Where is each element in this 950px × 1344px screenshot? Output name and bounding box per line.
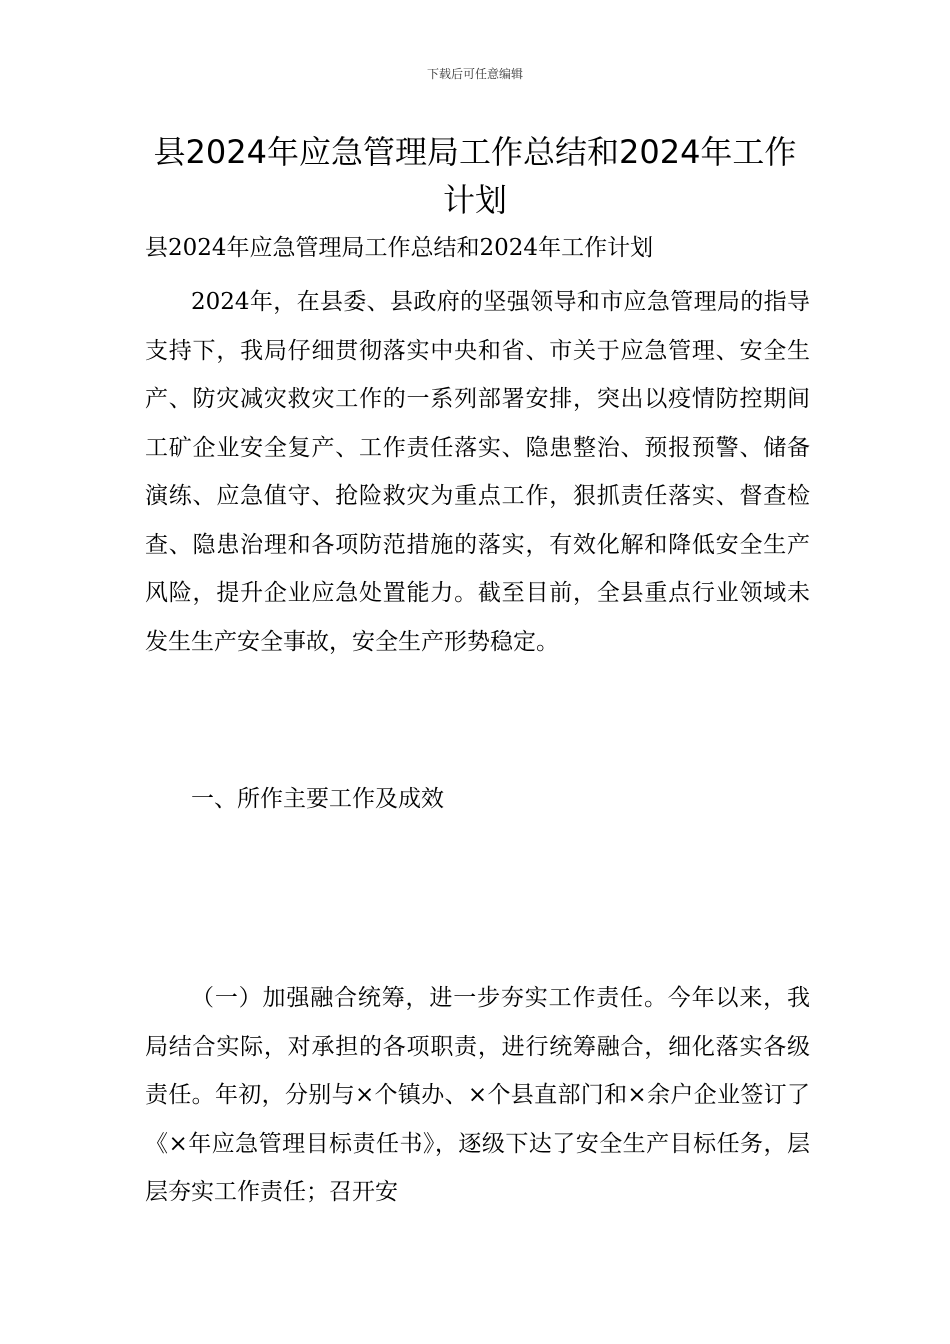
document-title: 县2024年应急管理局工作总结和2024年工作计划: [153, 133, 797, 219]
paragraph-intro: 2024年，在县委、县政府的坚强领导和市应急管理局的指导支持下，我局仔细贯彻落实中央和省、市关于应急管理、安全生产、防灾减灾救灾工作的一系列部署安排，突出以疫情防控期间工矿企业安全复产、工作责任落实、隐患整治、预报预警、储备演练、应急值守、抢险救灾为重点工作，狠抓责任落实、督查检查、隐患治理和各项防范措施的落实，有效化解和降低安全生产风险，提升企业应急处置能力。截至目前，全县重点行业领域未发生生产安全事故，安全生产形势稳定。: [145, 289, 810, 655]
page-header-note: 下载后可任意编辑: [426, 67, 523, 81]
section-heading: 一、所作主要工作及成效: [191, 786, 444, 812]
paragraph-section-1: （一）加强融合统筹，进一步夯实工作责任。今年以来，我局结合实际，对承担的各项职责，进行统筹融合，细化落实各级责任。年初，分别与×个镇办、×个县直部门和×余户企业签订了《×年应急管理目标责任书》，逐级下达了安全生产目标任务，层层夯实工作责任；召开安: [145, 985, 810, 1205]
document-subtitle: 县2024年应急管理局工作总结和2024年工作计划: [145, 235, 654, 261]
